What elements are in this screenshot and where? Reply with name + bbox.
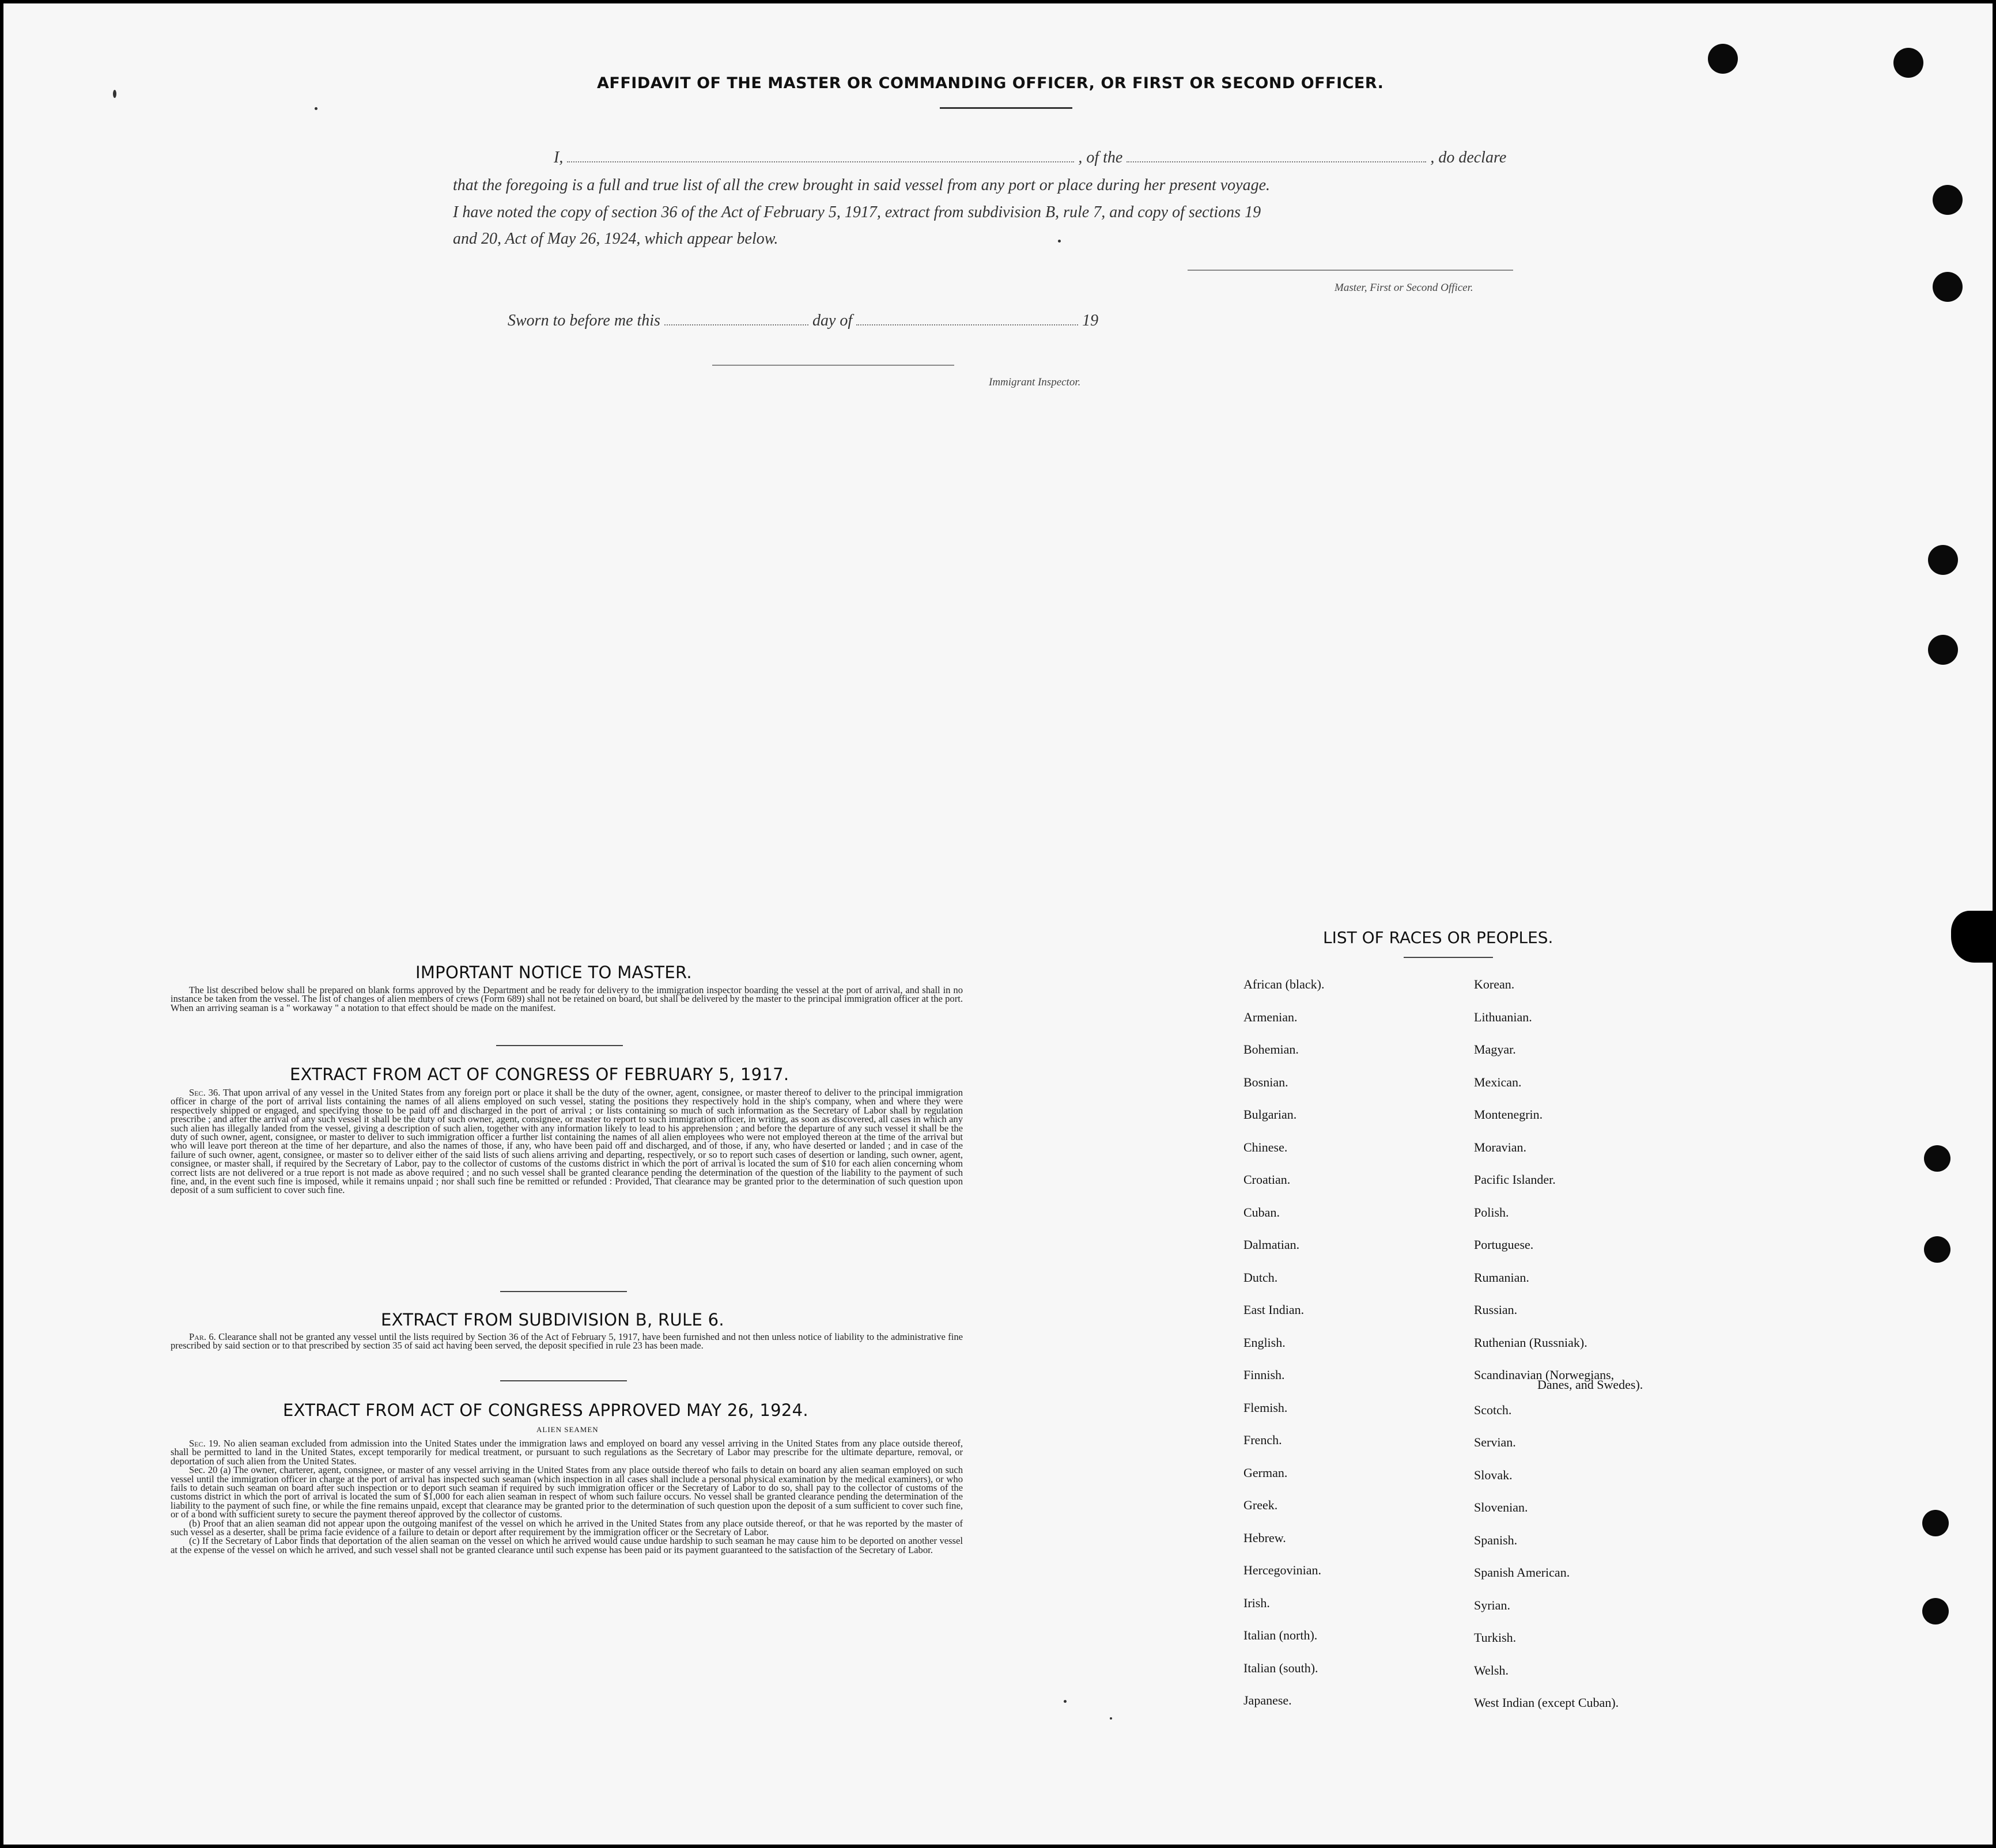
race-item: Slovenian. xyxy=(1474,1500,1528,1514)
race-item: Japanese. xyxy=(1243,1693,1292,1707)
torn-edge xyxy=(1951,911,1993,963)
punch-hole xyxy=(1928,545,1958,575)
sec-19-text: No alien seaman excluded from admission into the United States under the immigration laws and employed on board any vessel arriving in the United States from any place outside thereof, shall be permitted to land in the United States, except temporarily for medical treatment, or pursuant to such regulations as the Secretary of Labor may prescribe for the ultimate departure, removal, or deportation of such alien from the United States. xyxy=(171,1438,963,1467)
punch-hole xyxy=(1924,1145,1950,1172)
race-item: Danes, and Swedes). xyxy=(1537,1377,1643,1392)
par-6-label: Par. 6. xyxy=(189,1331,216,1342)
sec-36-label: Sec. 36. xyxy=(189,1087,221,1098)
section-divider xyxy=(500,1380,627,1381)
master-signature-label: Master, First or Second Officer. xyxy=(1335,282,1473,294)
sworn-month-field[interactable] xyxy=(856,324,1078,325)
race-item: Bulgarian. xyxy=(1243,1107,1297,1122)
punch-hole xyxy=(1933,185,1963,215)
extract-rule6-title: EXTRACT FROM SUBDIVISION B, RULE 6. xyxy=(381,1310,724,1330)
punch-hole xyxy=(1893,48,1923,78)
race-item: Syrian. xyxy=(1474,1598,1510,1612)
race-item: German. xyxy=(1243,1465,1288,1480)
race-item: Armenian. xyxy=(1243,1010,1298,1024)
punch-hole xyxy=(1922,1598,1949,1624)
sworn-day-field[interactable] xyxy=(664,324,808,325)
race-item: Turkish. xyxy=(1474,1630,1517,1645)
punch-hole xyxy=(1708,44,1738,74)
race-item: Chinese. xyxy=(1243,1140,1288,1154)
speck xyxy=(1058,240,1061,243)
extract-1924-title: EXTRACT FROM ACT OF CONGRESS APPROVED MAY 26, 1924. xyxy=(283,1400,808,1420)
race-item: Magyar. xyxy=(1474,1042,1516,1056)
extract-rule6-body xyxy=(171,1332,963,1350)
affidavit-line-2: that the foregoing is a full and true list of all the crew brought in said vessel from any port or place during her present voyage. xyxy=(453,176,1271,194)
race-item: Moravian. xyxy=(1474,1140,1527,1154)
affidavit-line-1 xyxy=(554,149,1506,167)
affidavit-line-4: and 20, Act of May 26, 1924, which appear below. xyxy=(453,230,778,248)
extract-1917-body xyxy=(171,1088,963,1195)
race-item: Dalmatian. xyxy=(1243,1237,1300,1252)
race-item: Rumanian. xyxy=(1474,1270,1529,1285)
race-item: Greek. xyxy=(1243,1498,1278,1512)
punch-hole xyxy=(1928,635,1958,665)
notice-title: IMPORTANT NOTICE TO MASTER. xyxy=(415,963,692,982)
punch-hole xyxy=(1933,272,1963,302)
race-item: Russian. xyxy=(1474,1302,1518,1317)
race-item: Dutch. xyxy=(1243,1270,1278,1285)
sec-20c: (c) If the Secretary of Labor finds that deportation of the alien seaman on the vessel on which he arrived would cause undue hardship to such seaman he may cause him to be deported on another vessel at the expense of the vessel on which he arrived, and such vessel shall not be granted clearance until such expense has been paid or its payment guaranteed to the satisfaction of the Secretary of Labor. xyxy=(171,1535,963,1555)
race-item: Slovak. xyxy=(1474,1468,1513,1482)
sworn-line xyxy=(508,312,1098,330)
speck xyxy=(1110,1717,1112,1720)
race-item: Bohemian. xyxy=(1243,1042,1299,1056)
races-title: LIST OF RACES OR PEOPLES. xyxy=(1323,928,1553,947)
day-of-label: day of xyxy=(812,312,853,330)
race-item: Spanish American. xyxy=(1474,1565,1570,1580)
year-label: 19 xyxy=(1082,312,1099,330)
sec-20b: (b) Proof that an alien seaman did not appear upon the outgoing manifest of the vessel on which he arrived in the United States from any place outside thereof, or that he was reported by the master of such vessel as a deserter, shall be prima facie evidence of a failure to detain or deport after requirement by the immigration officer or the Secretary of Labor. xyxy=(171,1517,963,1538)
race-item: Servian. xyxy=(1474,1435,1516,1449)
inspector-signature-line[interactable] xyxy=(712,365,954,366)
punch-hole xyxy=(1922,1510,1949,1536)
extract-1917-title: EXTRACT FROM ACT OF CONGRESS OF FEBRUARY 5, 1917. xyxy=(290,1065,789,1084)
declare-label: , do declare xyxy=(1430,149,1507,166)
race-item: Irish. xyxy=(1243,1596,1270,1610)
speck xyxy=(1064,1700,1067,1703)
race-item: Italian (south). xyxy=(1243,1661,1318,1675)
notice-body xyxy=(171,986,963,1012)
race-item: Hebrew. xyxy=(1243,1531,1286,1545)
speck xyxy=(315,107,317,110)
race-item: Scandinavian (Norwegians, xyxy=(1474,1368,1615,1382)
race-item: Bosnian. xyxy=(1243,1075,1288,1089)
race-item: Ruthenian (Russniak). xyxy=(1474,1335,1587,1350)
declarant-name-field[interactable] xyxy=(567,161,1074,162)
race-item: Cuban. xyxy=(1243,1205,1280,1220)
inspector-signature-label: Immigrant Inspector. xyxy=(989,376,1081,388)
race-item: Mexican. xyxy=(1474,1075,1522,1089)
punch-hole xyxy=(1924,1236,1950,1263)
section-divider xyxy=(500,1291,627,1292)
race-item: Hercegovinian. xyxy=(1243,1563,1321,1577)
race-item: Finnish. xyxy=(1243,1368,1285,1382)
race-item: Croatian. xyxy=(1243,1172,1291,1187)
sworn-label: Sworn to before me this xyxy=(508,312,660,330)
section-divider xyxy=(496,1045,623,1046)
race-item: Pacific Islander. xyxy=(1474,1172,1556,1187)
title-divider xyxy=(940,107,1072,109)
race-item: English. xyxy=(1243,1335,1286,1350)
declarant-label: I, xyxy=(554,149,564,166)
sec-19-label: Sec. 19. xyxy=(189,1438,221,1449)
race-item: Spanish. xyxy=(1474,1533,1518,1547)
race-item: Montenegrin. xyxy=(1474,1107,1543,1122)
alien-seamen-subhead: ALIEN SEAMEN xyxy=(536,1425,599,1434)
affidavit-line-3: I have noted the copy of section 36 of the Act of February 5, 1917, extract from subdivision B, rule 7, and copy of sections 19 xyxy=(453,203,1261,221)
extract-1924-body xyxy=(171,1439,963,1554)
affidavit-title: AFFIDAVIT OF THE MASTER OR COMMANDING OFFICER, OR FIRST OR SECOND OFFICER. xyxy=(597,74,1384,92)
document-page xyxy=(3,3,1993,1845)
races-divider xyxy=(1404,957,1493,958)
sec-19 xyxy=(171,1439,963,1465)
sec-36-text: That upon arrival of any vessel in the United States from any foreign port or place it shall be the duty of the owner, agent, consignee, or master thereof to deliver to the principal immigration officer in charge of the port of arrival lists containing the names of all aliens employed on such vessel, stating the positions they respectively hold in the ship's company, when and where they were respectively shipped or engaged, and specifying those to be paid off and discharged in the port of arrival ; or lists containing so much of such information as the Secretary of Labor shall by regulation prescribe ; and after the arrival of any such vessel it shall be the duty of such owner, agent, consignee, or master to report to such immigration officer, in writing, as soon as discovered, all cases in which any such alien has illegally landed from the vessel, giving a description of such alien, together with any information likely to lead to his apprehension ; and before the departure of any such vessel it shall be the duty of such owner, agent, consignee, or master to deliver to such immigration officer a further list containing the names of all alien employees who were not employed thereon at the time of the arrival but who will leave port thereon at the time of her departure, and also the names of those, if any, who have been paid off and discharged, and of those, if any, who have deserted or landed ; and in case of the failure of such owner, agent, consignee, or master so to deliver either of the said lists of such aliens arriving and departing, respectively, or so to report such cases of desertion or landing, such owner, agent, consignee, or master shall, if required by the Secretary of Labor, pay to the collector of customs of the customs district in which the port of arrival is located the sum of $10 for each alien concerning whom correct lists are not delivered or a true report is not made as above required ; and no such vessel shall be granted clearance pending the determination of the question of the liability to the payment of such fine, and, in the event such fine is imposed, while it remains unpaid ; nor shall such fine be remitted or refunded : Provided, That clearance may be granted prior to the determination of such question upon deposit of a sum sufficient to cover such fine. xyxy=(171,1087,963,1196)
sec-20a: Sec. 20 (a) The owner, charterer, agent, consignee, or master of any vessel arriving in the United States from any place outside thereof who fails to detain on board any alien seaman employed on such vessel until the immigration officer in charge at the port of arrival has inspected such seaman (which inspection in all cases shall include a personal physical examination by the medical examiners), or who fails to detain such seaman on board after such inspection or to deport such seaman if required by such immigration officer or the Secretary of Labor to do so, shall pay to the collector of customs of the customs district in which the port of arrival is located the sum of $1,000 for each alien seaman in respect of whom such failure occurs. No vessel shall be granted clearance pending the determination of the liability to the payment of such fine, or while the fine remains unpaid, except that clearance may be granted prior to the determination of such question upon the deposit of a sum sufficient to cover such fine, or of a bond with sufficient surety to secure the payment thereof approved by the collector of customs. xyxy=(171,1464,963,1520)
race-item: Flemish. xyxy=(1243,1400,1288,1415)
race-item: Welsh. xyxy=(1474,1663,1509,1677)
vessel-name-field[interactable] xyxy=(1126,161,1426,162)
race-item: Italian (north). xyxy=(1243,1628,1318,1642)
race-item: East Indian. xyxy=(1243,1302,1305,1317)
race-item: French. xyxy=(1243,1433,1282,1447)
speck xyxy=(113,90,116,98)
vessel-label: , of the xyxy=(1078,149,1123,166)
race-item: Scotch. xyxy=(1474,1403,1512,1417)
race-item: Lithuanian. xyxy=(1474,1010,1532,1024)
race-item: Polish. xyxy=(1474,1205,1509,1220)
notice-text: The list described below shall be prepared on blank forms approved by the Department and be ready for delivery to the immigration inspector boarding the vessel at the port of arrival, and shall in no instance be taken from the vessel. The list of changes of alien members of crews (Form 689) shall not be retained on board, but shall be delivered by the master to the principal immigration officer at the port. When an arriving seaman is a " workaway " a notation to that effect should be made on the manifest. xyxy=(171,984,963,1013)
race-item: West Indian (except Cuban). xyxy=(1474,1695,1619,1710)
master-signature-line[interactable] xyxy=(1188,270,1513,271)
race-item: African (black). xyxy=(1243,977,1325,991)
race-item: Korean. xyxy=(1474,977,1515,991)
race-item: Portuguese. xyxy=(1474,1237,1534,1252)
par-6-text: Clearance shall not be granted any vessel until the lists required by Section 36 of the Act of February 5, 1917, have been furnished and not then unless notice of liability to the administrative fine prescribed by said section or to that prescribed by section 35 of said act having been served, the deposit specified in rule 23 has been made. xyxy=(171,1331,963,1351)
